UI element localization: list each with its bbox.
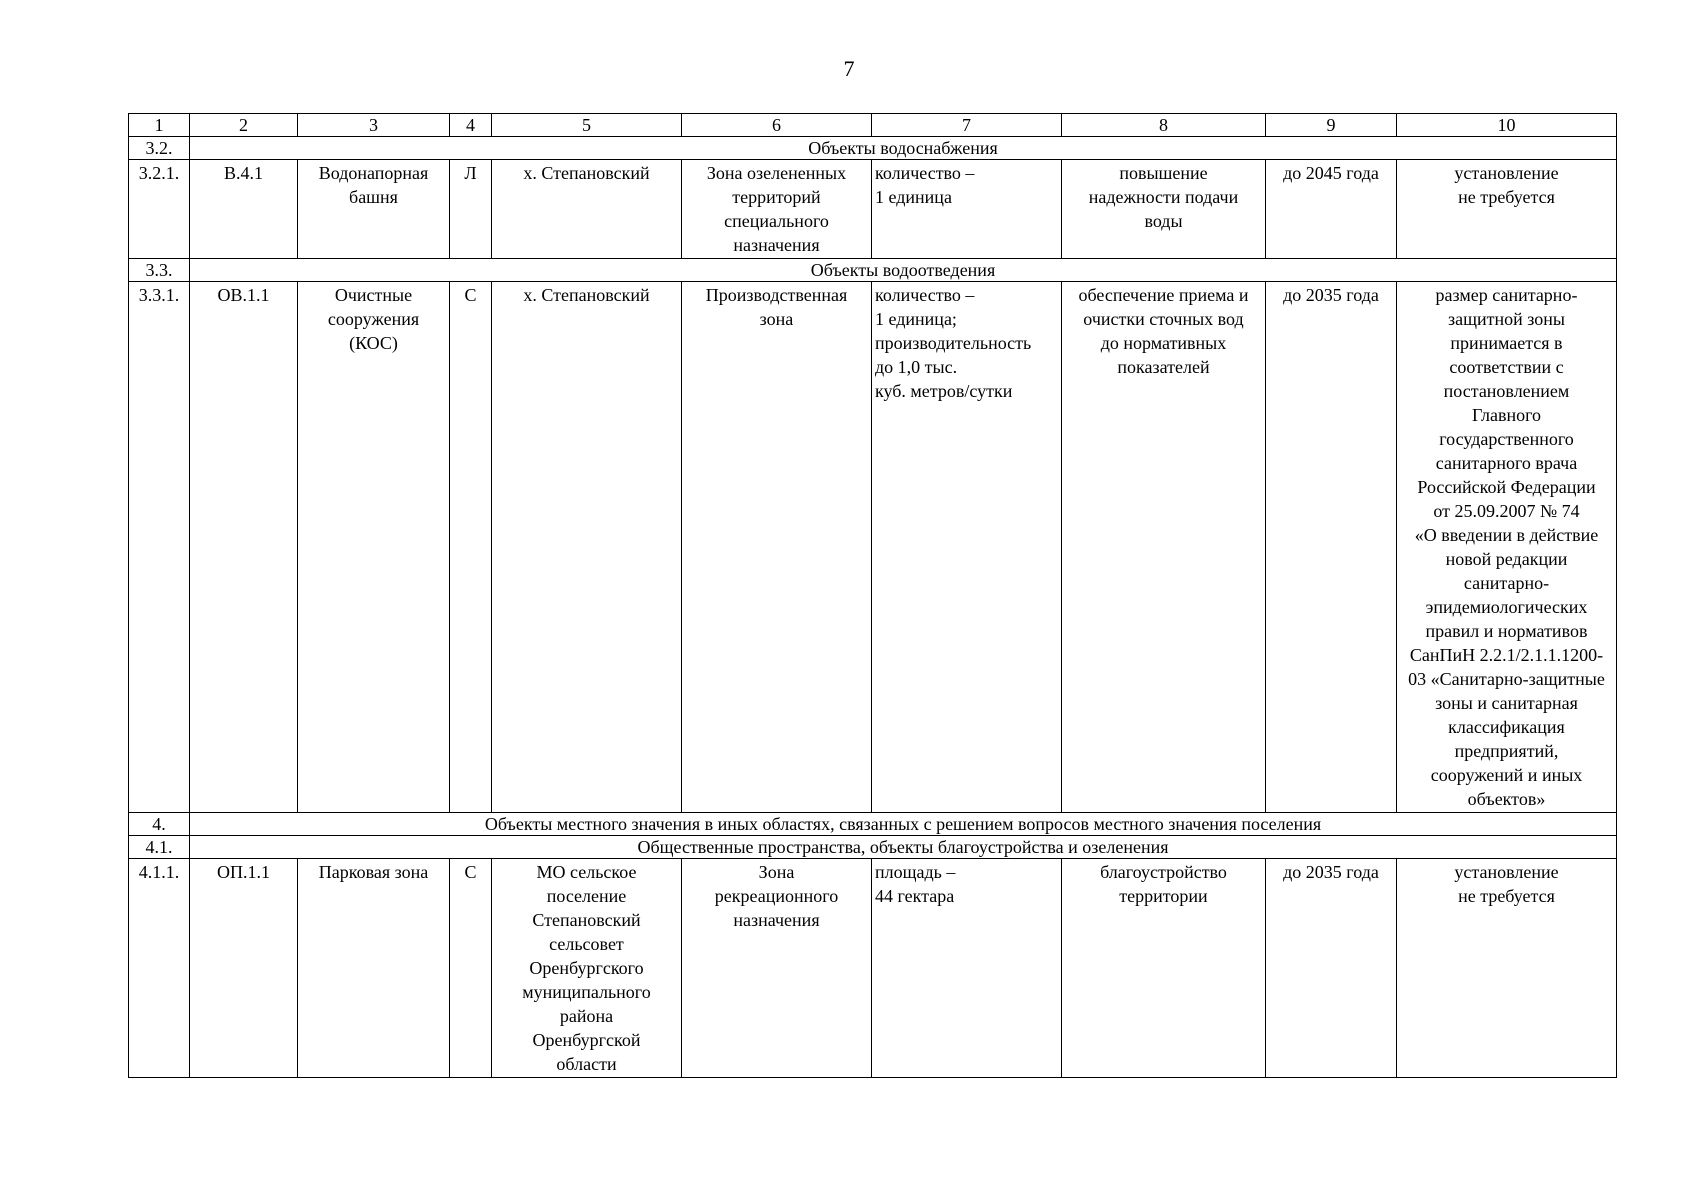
- row-number: 3.3.1.: [129, 282, 190, 813]
- page-number: 7: [843, 56, 855, 81]
- zone-restriction-line: сооружений и иных: [1430, 765, 1583, 785]
- zone-restriction-line: не требуется: [1458, 886, 1555, 906]
- column-number: 10: [1397, 114, 1617, 137]
- zone-restriction-line: новой редакции: [1445, 549, 1568, 569]
- object-characteristics-line: площадь –: [875, 862, 956, 882]
- table-row: [129, 859, 1617, 1078]
- section-row: [129, 137, 1617, 160]
- object-purpose-line: обеспечение приема и: [1078, 285, 1249, 305]
- section-row: [129, 836, 1617, 859]
- object-characteristics-line: 1 единица: [875, 187, 952, 207]
- object-name-line: Водонапорная: [318, 163, 429, 183]
- section-number: 4.: [129, 813, 190, 836]
- zone-restriction-line: размер санитарно-: [1435, 285, 1578, 305]
- table-row: [129, 160, 1617, 259]
- object-location: [492, 859, 682, 1078]
- section-title: Объекты водоотведения: [190, 259, 1617, 282]
- object-location-line: х. Степановский: [523, 285, 650, 305]
- object-purpose: [1062, 859, 1266, 1078]
- zone-restriction-line: установление: [1454, 163, 1559, 183]
- functional-zone: [682, 859, 872, 1078]
- object-name-line: башня: [349, 187, 398, 207]
- zone-restriction-line: СанПиН 2.2.1/2.1.1.1200-: [1409, 645, 1604, 665]
- column-number: 9: [1266, 114, 1397, 137]
- functional-zone-line: назначения: [733, 235, 820, 255]
- object-purpose-line: надежности подачи: [1088, 187, 1239, 207]
- object-characteristics-line: количество –: [875, 285, 975, 305]
- zone-restriction-line: эпидемиологических: [1425, 597, 1588, 617]
- column-number: 3: [298, 114, 450, 137]
- column-number: 7: [872, 114, 1062, 137]
- zone-restriction-line: Главного: [1471, 405, 1542, 425]
- row-number: 3.2.1.: [129, 160, 190, 259]
- zone-restriction-line: установление: [1454, 862, 1559, 882]
- object-status: С: [450, 859, 492, 1078]
- section-number: 3.2.: [129, 137, 190, 160]
- object-name: [298, 282, 450, 813]
- object-location: [492, 160, 682, 259]
- functional-zone: [682, 282, 872, 813]
- column-number: 1: [129, 114, 190, 137]
- table-body: [129, 114, 1617, 1078]
- section-title: Объекты местного значения в иных областях, связанных с решением вопросов местного значения поселения: [190, 813, 1617, 836]
- zone-restriction-line: государственного: [1439, 429, 1574, 449]
- object-location-line: х. Степановский: [523, 163, 650, 183]
- object-location-line: Оренбургской: [532, 1030, 641, 1050]
- object-purpose-line: до нормативных: [1100, 333, 1227, 353]
- functional-zone-line: Зона озелененных: [706, 163, 847, 183]
- object-characteristics: [872, 859, 1062, 1078]
- zone-restriction-line: постановлением: [1443, 381, 1570, 401]
- zone-restriction-line: правил и нормативов: [1425, 621, 1588, 641]
- zone-restriction: [1397, 282, 1617, 813]
- zone-restriction-line: классификация: [1448, 717, 1565, 737]
- object-characteristics-line: до 1,0 тыс.: [875, 357, 958, 377]
- object-purpose-line: очистки сточных вод: [1083, 309, 1244, 329]
- object-name-line: Очистные: [334, 285, 413, 305]
- object-status: Л: [450, 160, 492, 259]
- object-characteristics-line: производительность: [875, 333, 1032, 353]
- object-characteristics-line: куб. метров/сутки: [875, 381, 1013, 401]
- functional-zone-line: зона: [759, 309, 794, 329]
- object-characteristics-line: количество –: [875, 163, 975, 183]
- column-number: 6: [682, 114, 872, 137]
- zone-restriction-line: принимается в: [1450, 333, 1563, 353]
- column-number-row: [129, 114, 1617, 137]
- object-code: ОП.1.1: [190, 859, 298, 1078]
- column-number: 8: [1062, 114, 1266, 137]
- object-characteristics-line: 1 единица;: [875, 309, 957, 329]
- object-purpose: [1062, 160, 1266, 259]
- functional-zone-line: территорий: [732, 187, 821, 207]
- column-number: 4: [450, 114, 492, 137]
- object-name: [298, 859, 450, 1078]
- implementation-term: до 2045 года: [1266, 160, 1397, 259]
- zone-restriction-line: Российской Федерации: [1417, 477, 1596, 497]
- implementation-term: до 2035 года: [1266, 282, 1397, 813]
- functional-zone: [682, 160, 872, 259]
- column-number: 2: [190, 114, 298, 137]
- column-number: 5: [492, 114, 682, 137]
- object-name-line: Парковая зона: [318, 862, 429, 882]
- object-location-line: района: [559, 1006, 614, 1026]
- row-number: 4.1.1.: [129, 859, 190, 1078]
- zone-restriction-line: предприятий,: [1454, 741, 1559, 761]
- functional-zone-line: специального: [724, 211, 829, 231]
- table-row: [129, 282, 1617, 813]
- object-location: [492, 282, 682, 813]
- object-characteristics: [872, 282, 1062, 813]
- object-name-line: (КОС): [349, 333, 398, 353]
- section-title: Общественные пространства, объекты благоустройства и озеленения: [190, 836, 1617, 859]
- section-number: 3.3.: [129, 259, 190, 282]
- zone-restriction-line: 03 «Санитарно-защитные: [1408, 669, 1605, 689]
- object-purpose-line: показателей: [1117, 357, 1210, 377]
- zone-restriction: [1397, 160, 1617, 259]
- section-row: [129, 813, 1617, 836]
- object-status: С: [450, 282, 492, 813]
- object-purpose-line: воды: [1144, 211, 1183, 231]
- functional-zone-line: Зона: [758, 862, 795, 882]
- object-purpose-line: территории: [1119, 886, 1208, 906]
- object-purpose: [1062, 282, 1266, 813]
- object-location-line: МО сельское: [536, 862, 637, 882]
- zone-restriction-line: соответствии с: [1449, 357, 1564, 377]
- section-row: [129, 259, 1617, 282]
- zone-restriction-line: «О введении в действие: [1414, 525, 1599, 545]
- functional-zone-line: рекреационного: [714, 886, 839, 906]
- object-location-line: муниципального: [522, 982, 651, 1002]
- object-location-line: Степановский: [532, 910, 641, 930]
- zone-restriction-line: санитарно-: [1463, 573, 1550, 593]
- object-location-line: области: [556, 1054, 617, 1074]
- zone-restriction-line: зоны и санитарная: [1435, 693, 1578, 713]
- object-location-line: Оренбургского: [529, 958, 644, 978]
- object-name: [298, 160, 450, 259]
- zone-restriction-line: от 25.09.2007 № 74: [1433, 501, 1580, 521]
- object-code: В.4.1: [190, 160, 298, 259]
- objects-table: [128, 113, 1617, 1078]
- zone-restriction: [1397, 859, 1617, 1078]
- object-purpose-line: повышение: [1119, 163, 1208, 183]
- object-code: ОВ.1.1: [190, 282, 298, 813]
- object-location-line: сельсовет: [549, 934, 624, 954]
- zone-restriction-line: защитной зоны: [1448, 309, 1565, 329]
- zone-restriction-line: санитарного врача: [1435, 453, 1578, 473]
- section-title: Объекты водоснабжения: [190, 137, 1617, 160]
- implementation-term: до 2035 года: [1266, 859, 1397, 1078]
- zone-restriction-line: объектов»: [1467, 789, 1546, 809]
- object-location-line: поселение: [546, 886, 627, 906]
- zone-restriction-line: не требуется: [1458, 187, 1555, 207]
- section-number: 4.1.: [129, 836, 190, 859]
- object-characteristics: [872, 160, 1062, 259]
- object-purpose-line: благоустройство: [1100, 862, 1227, 882]
- object-characteristics-line: 44 гектара: [875, 886, 955, 906]
- object-name-line: сооружения: [327, 309, 420, 329]
- functional-zone-line: Производственная: [705, 285, 848, 305]
- functional-zone-line: назначения: [733, 910, 820, 930]
